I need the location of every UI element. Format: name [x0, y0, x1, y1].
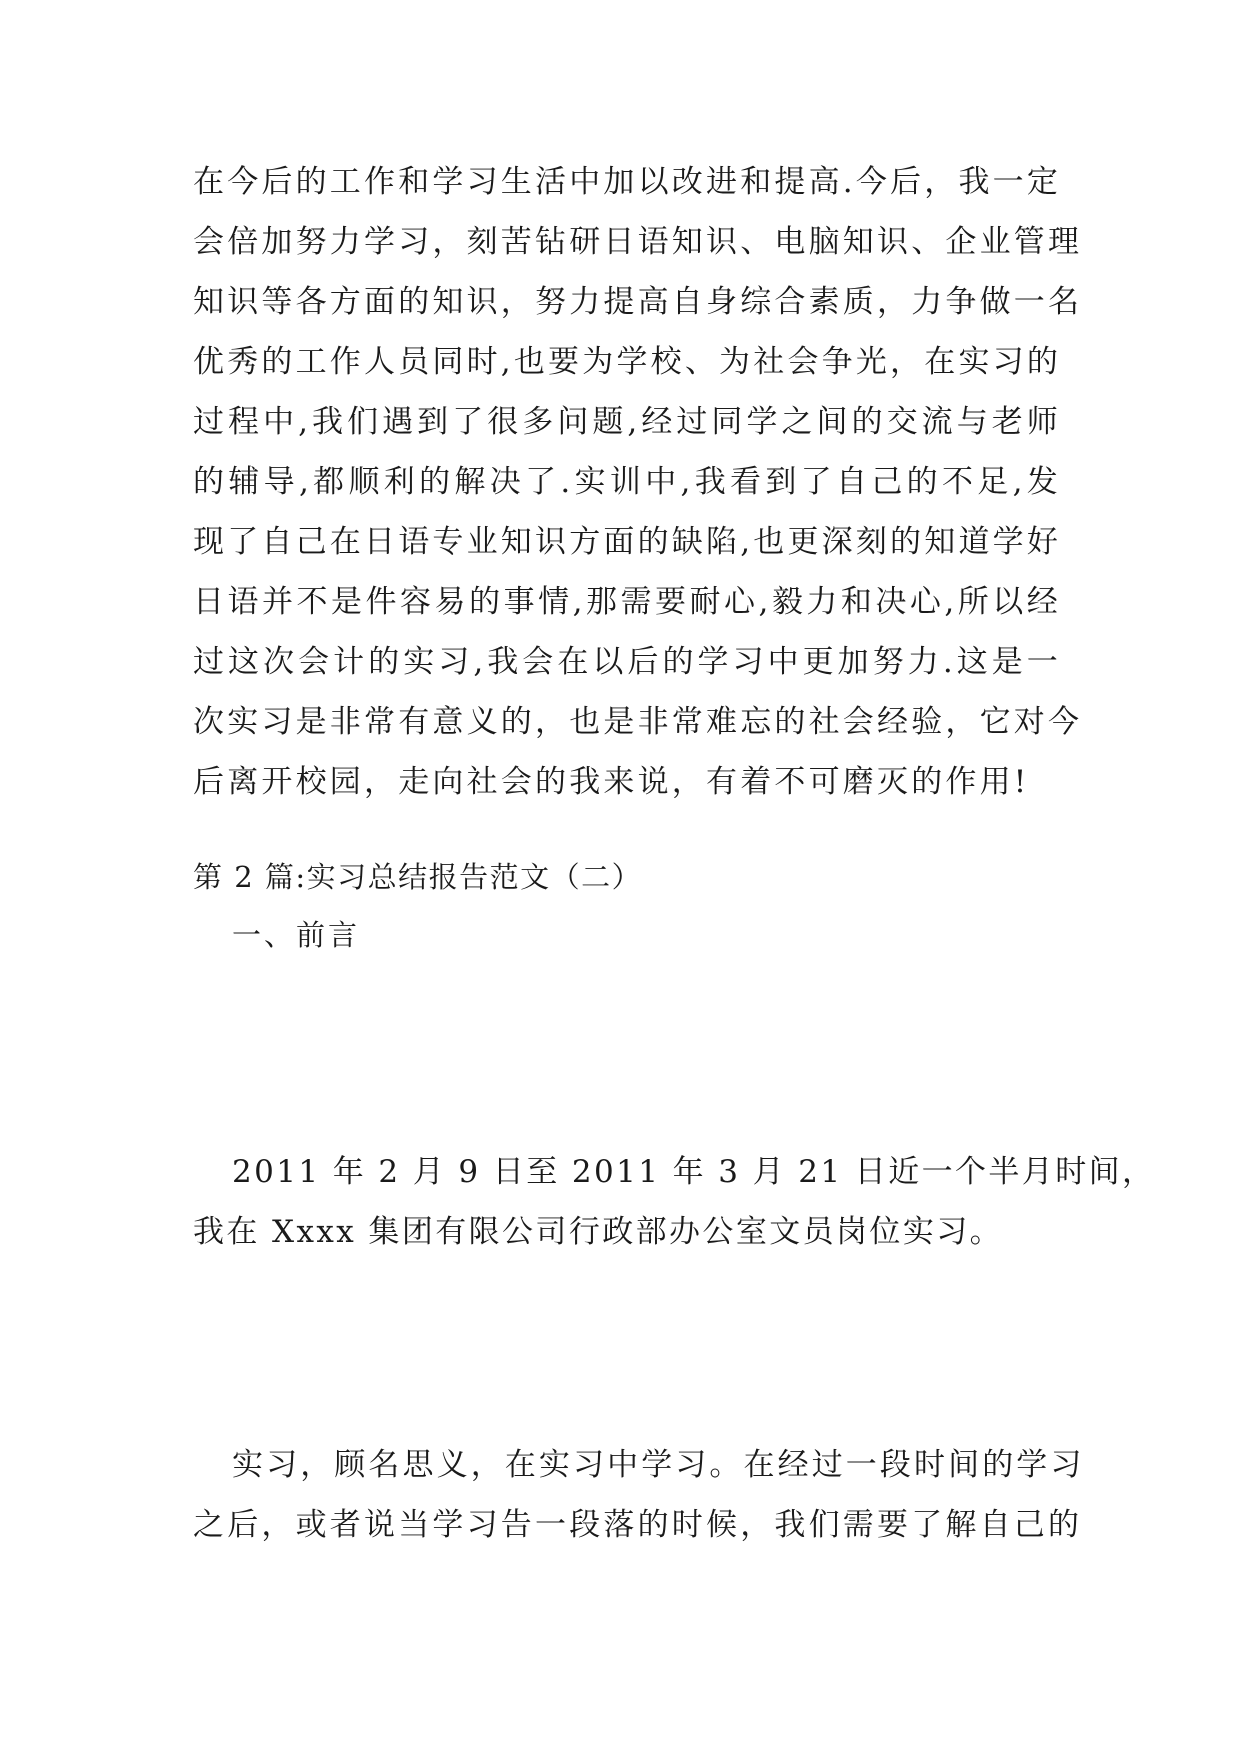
text-line: 过程中,我们遇到了很多问题,经过同学之间的交流与老师 [193, 404, 1061, 440]
text-line: 次实习是非常有意义的，也是非常难忘的社会经验，它对今 [193, 704, 1083, 740]
text-line: 知识等各方面的知识，努力提高自身综合素质，力争做一名 [193, 284, 1083, 320]
text-line: 在今后的工作和学习生活中加以改进和提高.今后，我一定 [193, 164, 1062, 200]
text-line: 2011 年 2 月 9 日至 2011 年 3 月 21 日近一个半月时间， [232, 1154, 1156, 1190]
text-line: 实习，顾名思义，在实习中学习。在经过一段时间的学习 [232, 1447, 1085, 1483]
text-line: 的辅导,都顺利的解决了.实训中,我看到了自己的不足,发 [193, 464, 1061, 500]
text-line: 之后，或者说当学习告一段落的时候，我们需要了解自己的 [193, 1507, 1083, 1543]
article-title: 第 2 篇:实习总结报告范文（二） [193, 860, 643, 894]
text-line: 会倍加努力学习，刻苦钻研日语知识、电脑知识、企业管理 [193, 224, 1083, 260]
text-line: 优秀的工作人员同时,也要为学校、为社会争光，在实习的 [193, 344, 1062, 380]
text-line: 现了自己在日语专业知识方面的缺陷,也更深刻的知道学好 [193, 524, 1062, 560]
section-heading: 一、前言 [232, 918, 361, 952]
text-line: 我在 Xxxx 集团有限公司行政部办公室文员岗位实习。 [193, 1214, 1004, 1250]
text-line: 后离开校园，走向社会的我来说，有着不可磨灭的作用! [193, 764, 1030, 800]
text-line: 日语并不是件容易的事情,那需要耐心,毅力和决心,所以经 [193, 584, 1061, 620]
text-line: 过这次会计的实习,我会在以后的学习中更加努力.这是一 [193, 644, 1061, 680]
